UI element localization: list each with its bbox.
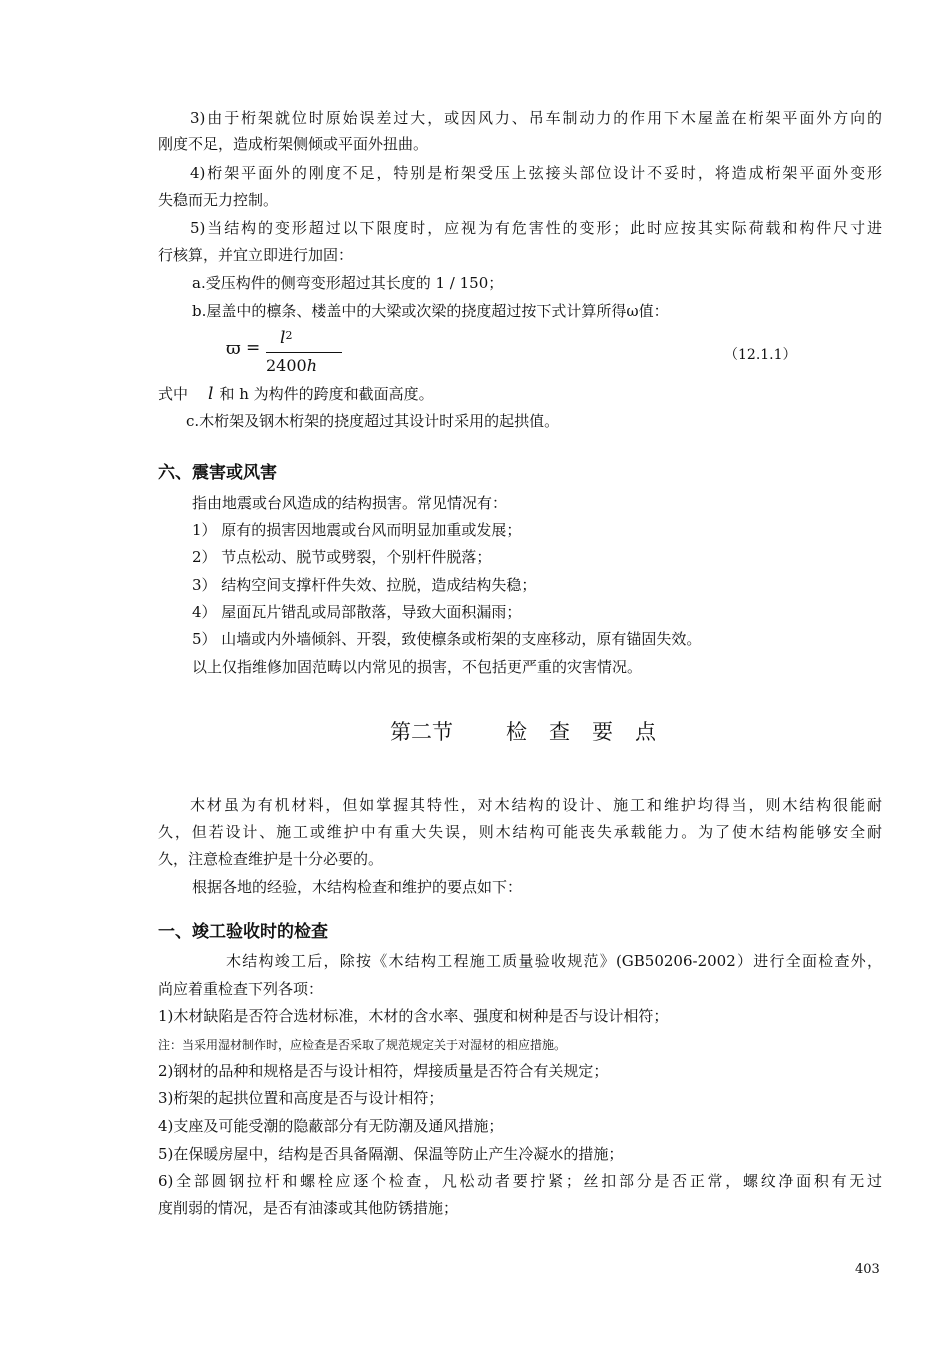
formula-equals: = [246,338,261,358]
intro-para-line-4: 根据各地的经验，木结构检查和维护的要点如下： [192,878,523,896]
section-6-intro: 指由地震或台风造成的结构损害。常见情况有： [192,494,508,512]
section-6-item-4: 4） 屋面瓦片错乱或局部散落，导致大面积漏雨； [192,603,522,621]
section-1-intro-line-2: 尚应着重检查下列各项： [158,980,324,998]
section-6-item-2: 2） 节点松动、脱节或劈裂，个别杆件脱落； [192,548,492,566]
check-item-4: 4)支座及可能受潮的隐蔽部分有无防潮及通风措施； [158,1117,504,1135]
item-3-line-1: 3)由于桁架就位时原始误差过大，或因风力、吊车制动力的作用下木屋盖在桁架平面外方向的 [190,109,882,127]
intro-para-line-1: 木材虽为有机材料，但如掌握其特性，对木结构的设计、施工和维护均得当，则木结构很能耐 [190,796,882,814]
check-item-5: 5)在保暖房屋中，结构是否具备隔潮、保温等防止产生冷凝水的措施； [158,1145,624,1163]
formula-denominator: 2400h [266,356,318,375]
check-item-6-line-2: 度削弱的情况，是否有油漆或其他防锈措施； [158,1199,459,1217]
check-item-1: 1)木材缺陷是否符合选材标准，木材的含水率、强度和树种是否与设计相符； [158,1007,669,1025]
check-item-3: 3)桁架的起拱位置和高度是否与设计相符； [158,1089,444,1107]
section-number: 第二节 [390,720,453,744]
section-title [0,716,950,748]
section-name: 检查要点 [506,720,678,744]
formula-symbol: ϖ [226,338,241,359]
formula-reference: （12.1.1） [724,347,797,363]
check-note: 注：当采用湿材制作时，应检查是否采取了规范规定关于对湿材的相应措施。 [158,1038,567,1052]
item-b: b.屋盖中的檩条、楼盖中的大梁或次梁的挠度超过按下式计算所得ω值： [192,302,669,320]
check-item-6-line-1: 6)全部圆钢拉杆和螺栓应逐个检查，凡松动者要拧紧；丝扣部分是否正常，螺纹净面积有无过 [158,1172,882,1190]
deflection-formula [226,326,336,382]
page-number: 403 [855,1262,880,1277]
fraction-bar [266,352,342,353]
item-5-line-2: 行核算，并宜立即进行加固： [158,246,354,264]
item-c: c.木桁架及钢木桁架的挠度超过其设计时采用的起拱值。 [186,412,560,430]
item-4-line-1: 4)桁架平面外的刚度不足，特别是桁架受压上弦接头部位设计不妥时，将造成桁架平面外变形 [190,164,882,182]
section-6-item-5: 5） 山墙或内外墙倾斜、开裂，致使檩条或桁架的支座移动，原有锚固失效。 [192,630,702,648]
section-6-item-1: 1） 原有的损害因地震或台风而明显加重或发展； [192,521,522,539]
item-a: a.受压构件的侧弯变形超过其长度的 1 / 150； [192,274,504,292]
heading-section-6: 六、震害或风害 [158,463,277,483]
section-6-closing: 以上仅指维修加固范畴以内常见的损害，不包括更严重的灾害情况。 [192,658,643,676]
formula-where-line: 式中 l 和 h 为构件的跨度和截面高度。 [158,384,434,404]
heading-section-1: 一、竣工验收时的检查 [158,922,328,942]
item-5-line-1: 5)当结构的变形超过以下限度时，应视为有危害性的变形；此时应按其实际荷载和构件尺寸进 [190,219,882,237]
section-6-item-3: 3） 结构空间支撑杆件失效、拉脱，造成结构失稳； [192,576,537,594]
section-1-intro-line-1: 木结构竣工后，除按《木结构工程施工质量验收规范》(GB50206-2002）进行全面检查外， [226,952,882,970]
item-4-line-2: 失稳而无力控制。 [158,191,279,209]
check-item-2: 2)钢材的品种和规格是否与设计相符，焊接质量是否符合有关规定； [158,1062,609,1080]
intro-para-line-2: 久，但若设计、施工或维护中有重大失误，则木结构可能丧失承载能力。为了使木结构能够安全耐 [158,823,882,841]
intro-para-line-3: 久，注意检查维护是十分必要的。 [158,850,384,868]
formula-numerator: $l^2$ [280,328,293,348]
item-3-line-2: 刚度不足，造成桁架侧倾或平面外扭曲。 [158,135,429,153]
